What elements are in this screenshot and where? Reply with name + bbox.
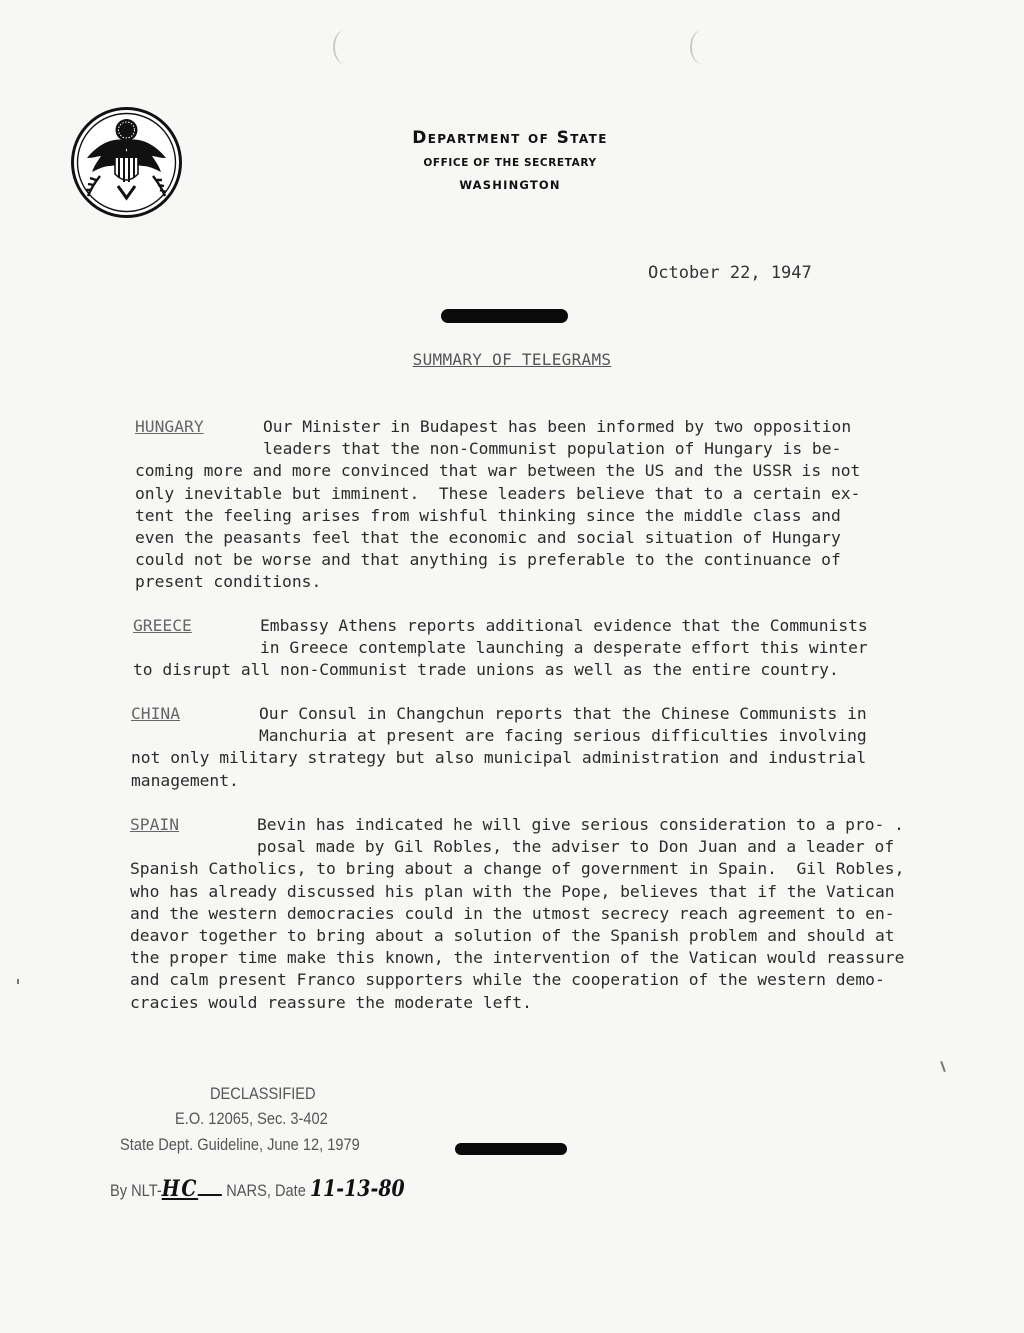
declassified-by-line	[110, 1176, 405, 1202]
section-hungary	[135, 416, 955, 594]
section-heading: GREECE	[133, 616, 192, 635]
handwritten-date: 11-13-80	[309, 1176, 405, 1202]
punch-hole-right	[690, 30, 714, 64]
declassified-guideline: State Dept. Guideline, June 12, 1979	[120, 1135, 360, 1154]
state-department-seal-icon	[70, 106, 183, 219]
section-line: even the peasants feel that the economic and social situation of Hungary	[135, 528, 841, 548]
section-line: Our Minister in Budapest has been informed by two opposition	[263, 417, 852, 436]
section-heading: SPAIN	[130, 815, 180, 834]
section-line: and calm present Franco supporters while the cooperation of the western demo-	[130, 970, 885, 990]
document-date: October 22, 1947	[648, 263, 812, 283]
section-line: management.	[131, 770, 239, 790]
section-china	[131, 703, 951, 792]
document-title-text: SUMMARY OF TELEGRAMS	[412, 350, 612, 369]
section-line: could not be worse and that anything is preferable to the continuance of	[135, 550, 841, 570]
by-label: By NLT-	[110, 1181, 162, 1200]
section-line: not only military strategy but also municipal administration and industrial	[131, 748, 867, 768]
handwritten-initials: HC	[161, 1176, 199, 1202]
declassified-order: E.O. 12065, Sec. 3-402	[175, 1109, 328, 1128]
scan-mark	[940, 1061, 946, 1072]
section-line: in Greece contemplate launching a desperate effort this winter	[260, 638, 868, 658]
declassified-heading: DECLASSIFIED	[210, 1084, 316, 1103]
section-greece	[133, 615, 953, 682]
section-line: to disrupt all non-Communist trade unions as well as the entire country.	[133, 660, 839, 680]
letterhead-department: Department of State	[412, 128, 608, 148]
nars-label: NARS, Date	[226, 1181, 306, 1200]
scan-mark	[17, 979, 19, 984]
letterhead-city: WASHINGTON	[459, 178, 561, 192]
section-line: only inevitable but imminent. These leaders believe that to a certain ex-	[135, 483, 861, 503]
section-line: who has already discussed his plan with the Pope, believes that if the Vatican	[130, 881, 895, 901]
section-line: Bevin has indicated he will give serious consideration to a pro- .	[257, 815, 904, 834]
redaction-bar-bottom	[455, 1143, 567, 1155]
section-line: deavor together to bring about a solution of the Spanish problem and should at	[130, 926, 895, 946]
section-spain	[130, 814, 990, 1014]
section-line: present conditions.	[135, 572, 322, 592]
section-line: Embassy Athens reports additional evidence that the Communists	[260, 616, 868, 635]
section-line: Our Consul in Changchun reports that the Chinese Communists in	[259, 704, 867, 723]
letterhead	[330, 128, 690, 192]
section-line: leaders that the non-Communist population of Hungary is be-	[263, 439, 842, 459]
section-line: the proper time make this known, the intervention of the Vatican would reassure	[130, 948, 905, 968]
section-line: cracies would reassure the moderate left.	[130, 992, 532, 1012]
letterhead-office: OFFICE OF THE SECRETARY	[423, 157, 597, 169]
section-line: and the western democracies could in the utmost secrecy reach agreement to en-	[130, 903, 895, 923]
document-title	[0, 350, 1024, 369]
signature-line	[198, 1194, 222, 1196]
section-line: Manchuria at present are facing serious difficulties involving	[259, 726, 867, 746]
section-line: tent the feeling arises from wishful thinking since the middle class and	[135, 505, 841, 525]
section-heading: HUNGARY	[135, 417, 204, 436]
section-line: Spanish Catholics, to bring about a change of government in Spain. Gil Robles,	[130, 859, 905, 879]
section-line: coming more and more convinced that war between the US and the USSR is not	[135, 461, 861, 481]
redaction-bar-top	[441, 309, 568, 323]
section-line: posal made by Gil Robles, the adviser to Don Juan and a leader of	[257, 837, 895, 857]
punch-hole-left	[333, 30, 357, 64]
section-heading: CHINA	[131, 704, 181, 723]
